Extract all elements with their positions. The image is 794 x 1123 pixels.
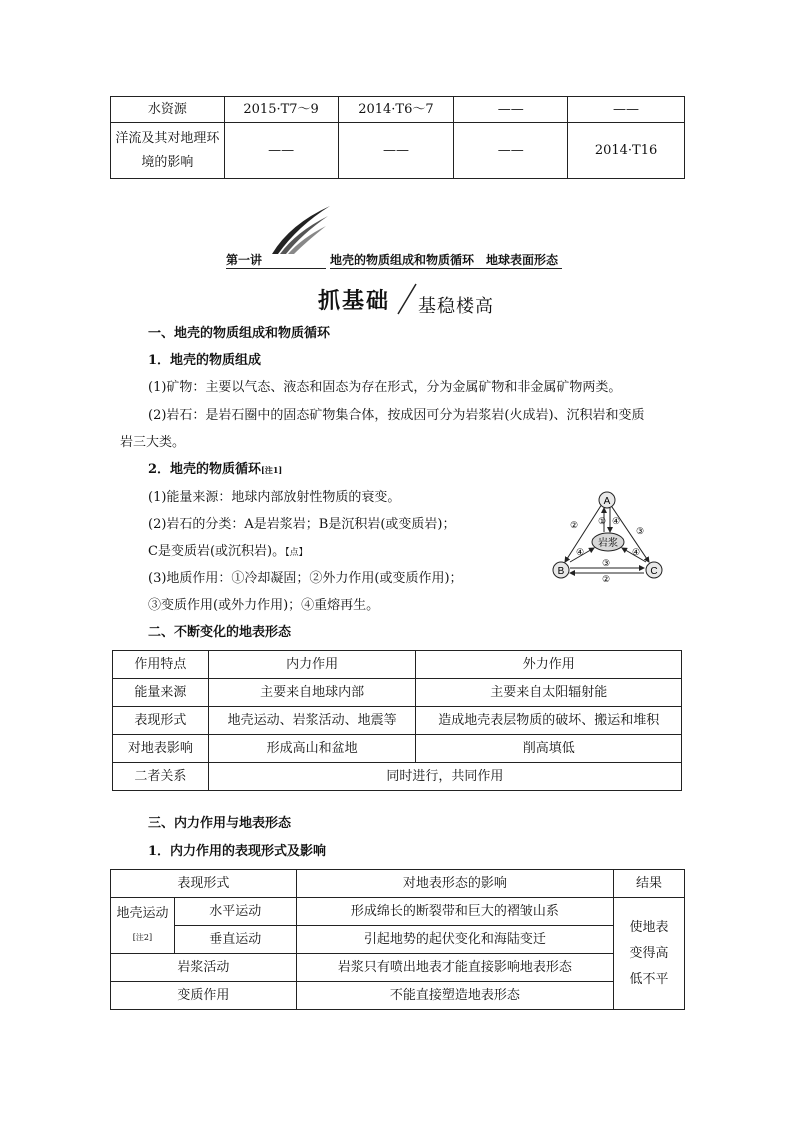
table-cell: 岩浆活动 [111,954,297,982]
table-header: 表现形式 [111,870,297,898]
table-header: 外力作用 [416,651,682,679]
table-cell: 造成地壳表层物质的破坏、搬运和堆积 [416,707,682,735]
section1-sub2 [148,460,282,480]
table-cell: 岩浆只有喷出地表才能直接影响地表形态 [296,954,613,982]
node-b-label: B [557,566,565,577]
section1-p2a: (2)岩石：是岩石圈中的固态矿物集合体，按成因可分为岩浆岩(火成岩)、沉积岩和变质 [148,408,645,423]
section1-q4: ③变质作用(或外力作用)；④重熔再生。 [148,598,380,613]
label-4a: ④ [612,517,621,527]
crust-movement-cell [111,898,175,954]
table-cell: 2015·T7～9 [224,97,338,123]
section1-p1: (1)矿物：主要以气态、液态和固态为存在形式，分为金属矿物和非金属矿物两类。 [148,380,622,395]
table-cell: 表现形式 [113,707,209,735]
label-3a: ③ [636,527,645,537]
section3-heading: 三、内力作用与地表形态 [148,816,292,831]
banner-left: 抓基础 [318,289,391,314]
section1-sub2-text: 2．地壳的物质循环 [148,462,262,477]
node-c-label: C [650,566,658,577]
section3-sub1: 1．内力作用的表现形式及影响 [148,844,327,859]
top-table [110,96,685,179]
section1-heading: 一、地壳的物质组成和物质循环 [148,326,331,341]
table-cell: —— [568,97,685,123]
table-cell: 2014·T16 [568,123,685,179]
section1-q2a: (2)岩石的分类：A是岩浆岩；B是沉积岩(或变质岩)； [148,517,456,532]
table-cell: 洋流及其对地理环境的影响 [111,123,225,179]
table-cell: 削高填低 [416,735,682,763]
table-cell: —— [454,97,568,123]
note-marker: 【点】 [285,548,308,558]
banner-right: 基稳楼高 [418,296,494,317]
section1-q1: (1)能量来源：地球内部放射性物质的衰变。 [148,490,401,505]
section2-heading: 二、不断变化的地表形态 [148,625,292,640]
note-marker: [注2] [132,932,153,942]
label-4c: ④ [632,548,641,558]
label-3b: ③ [602,559,611,569]
section1-q2b: C是变质岩(或沉积岩)。 [148,544,286,559]
section1-q3: (3)地质作用：①冷却凝固；②外力作用(或变质作用)； [148,571,463,586]
banner-slash [396,282,418,316]
table-cell: 能量来源 [113,679,209,707]
table-cell: 水平运动 [174,898,296,926]
table-cell: 二者关系 [113,763,209,791]
table-cell: —— [454,123,568,179]
swoosh-graphic [270,204,332,256]
label-2a: ② [570,521,579,531]
table-cell: 主要来自地球内部 [208,679,416,707]
table-cell: 地壳运动、岩浆活动、地震等 [208,707,416,735]
table-header: 内力作用 [208,651,416,679]
label-4b: ④ [576,548,585,558]
node-a-label: A [603,496,611,507]
note-marker: [注1] [261,465,283,475]
rock-cycle-diagram [548,490,668,582]
table-cell: —— [338,123,454,179]
lecture-title: 地壳的物质组成和物质循环 地球表面形态 [330,251,562,269]
label-1: ① [598,517,607,527]
magma-label: 岩浆 [598,538,618,549]
result-cell: 使地表变得高低不平 [614,898,685,1010]
table-header: 对地表形态的影响 [296,870,613,898]
section1-p2b: 岩三大类。 [120,435,186,450]
table-cell: 不能直接塑造地表形态 [296,982,613,1010]
table-cell: 水资源 [111,97,225,123]
section2-table [112,650,682,791]
table-cell: 形成高山和盆地 [208,735,416,763]
table-header: 作用特点 [113,651,209,679]
section1-q2b-wrap [148,542,308,563]
table-cell: 形成绵长的断裂带和巨大的褶皱山系 [296,898,613,926]
table-cell: —— [224,123,338,179]
table-cell: 2014·T6～7 [338,97,454,123]
table-cell: 同时进行，共同作用 [208,763,681,791]
section3-table [110,869,685,1010]
label-2b: ② [602,575,611,582]
table-cell: 主要来自太阳辐射能 [416,679,682,707]
lecture-label: 第一讲 [226,253,263,267]
section1-sub1: 1．地壳的物质组成 [148,353,262,368]
table-cell: 引起地势的起伏变化和海陆变迁 [296,926,613,954]
crust-movement-label: 地壳运动 [116,905,169,921]
lecture-label-wrap [226,251,326,269]
table-cell: 对地表影响 [113,735,209,763]
table-header: 结果 [614,870,685,898]
table-cell: 垂直运动 [174,926,296,954]
table-cell: 变质作用 [111,982,297,1010]
